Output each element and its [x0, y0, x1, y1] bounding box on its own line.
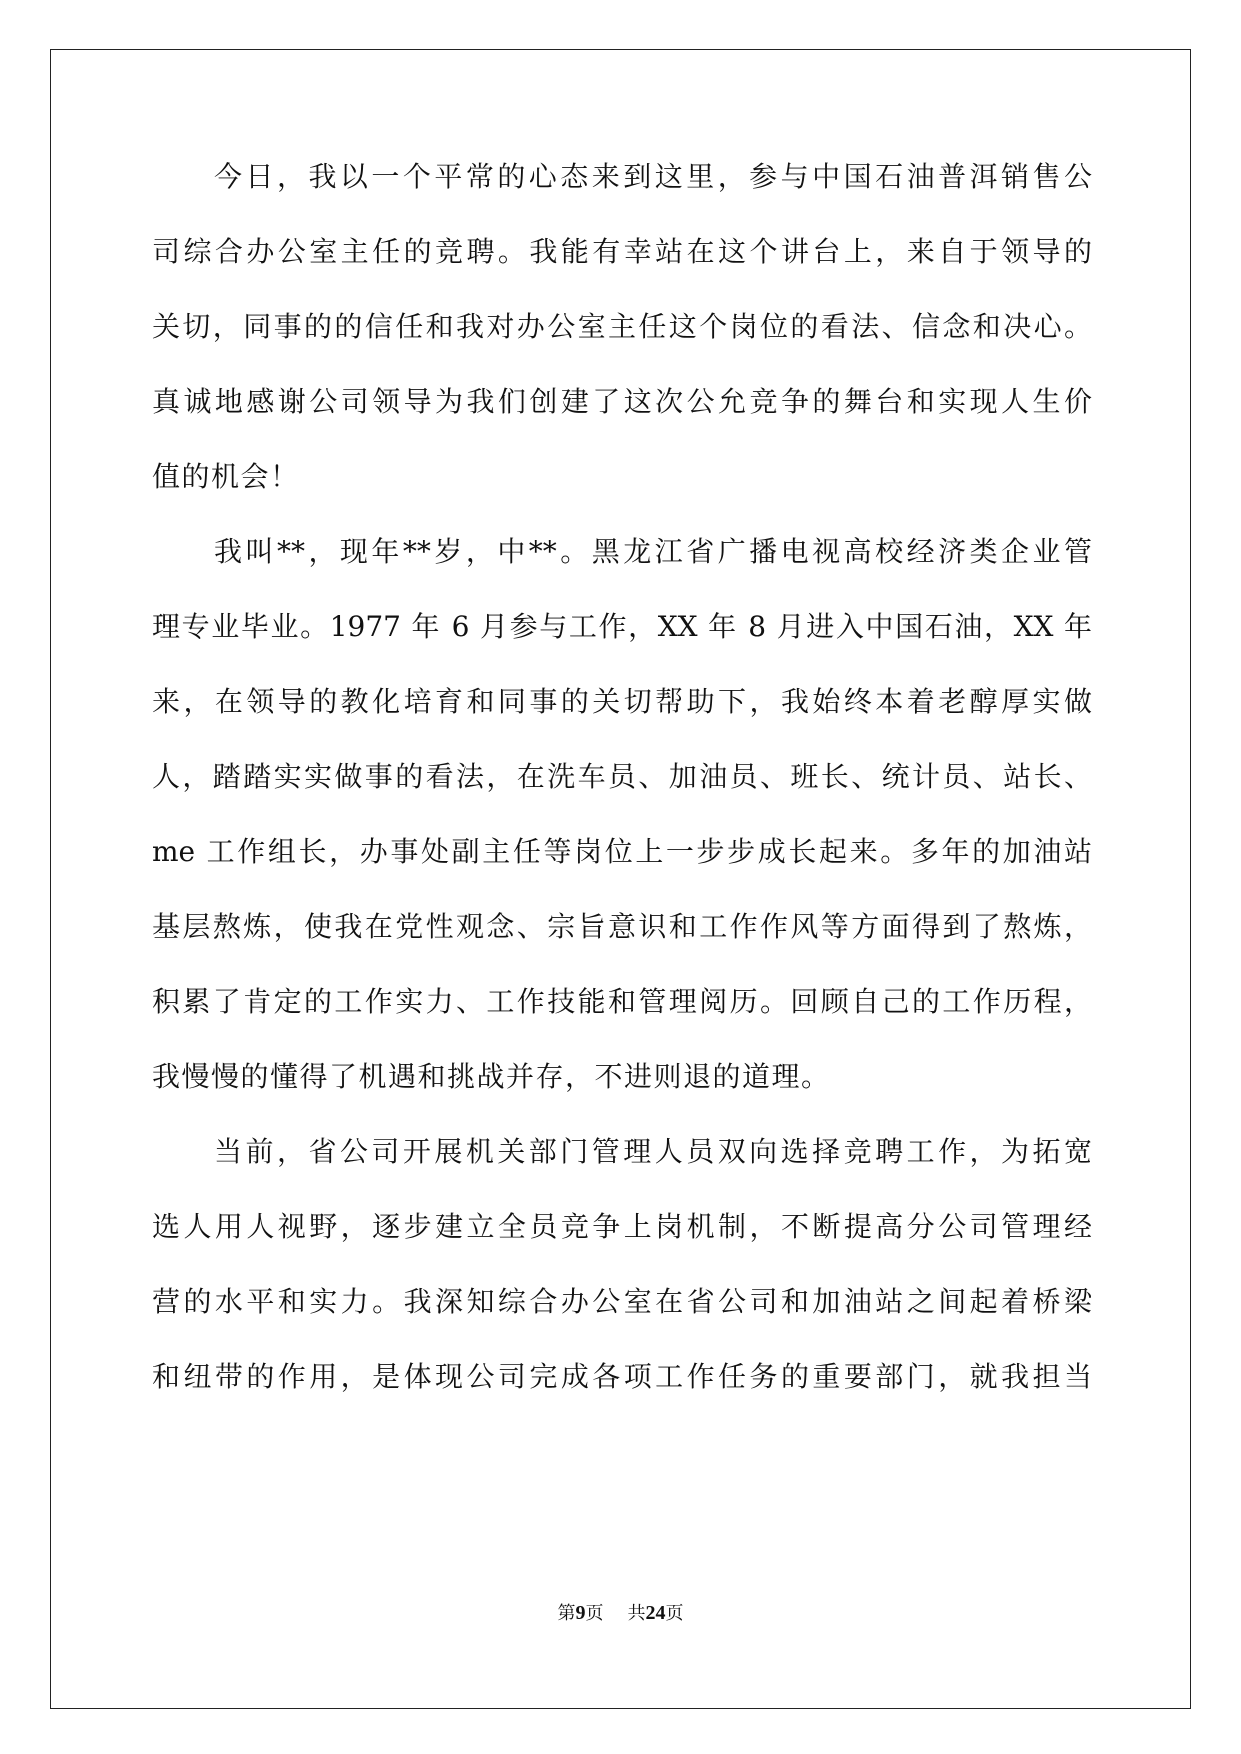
- paragraph-1-line-5: 值的机会！: [152, 460, 300, 493]
- total-pages: 24: [645, 1602, 666, 1624]
- paragraph-2-line-6: 基层熬炼，使我在党性观念、宗旨意识和工作作风等方面得到了熬炼，: [152, 910, 1092, 943]
- paragraph-3-line-1: 当前，省公司开展机关部门管理人员双向选择竞聘工作，为拓宽: [214, 1135, 1092, 1168]
- total-suffix: 页: [665, 1603, 684, 1624]
- paragraph-2-line-8: 我慢慢的懂得了机遇和挑战并存，不进则退的道理。: [152, 1060, 831, 1093]
- page-border: [50, 49, 1191, 1709]
- paragraph-2-line-3: 来，在领导的教化培育和同事的关切帮助下，我始终本着老醇厚实做: [152, 685, 1092, 718]
- page-footer: [0, 1601, 1241, 1626]
- paragraph-1-line-4: 真诚地感谢公司领导为我们创建了这次公允竞争的舞台和实现人生价: [152, 385, 1092, 418]
- paragraph-1-line-1: 今日，我以一个平常的心态来到这里，参与中国石油普洱销售公: [214, 160, 1092, 193]
- paragraph-3-line-3: 营的水平和实力。我深知综合办公室在省公司和加油站之间起着桥梁: [152, 1285, 1092, 1318]
- page-prefix: 第: [557, 1603, 576, 1624]
- paragraph-2-line-1: 我叫**，现年**岁，中**。黑龙江省广播电视高校经济类企业管: [214, 535, 1092, 568]
- paragraph-2-line-4: 人，踏踏实实做事的看法，在洗车员、加油员、班长、统计员、站长、: [152, 760, 1092, 793]
- total-prefix: 共: [627, 1603, 646, 1624]
- page-suffix: 页: [585, 1603, 604, 1624]
- paragraph-2-line-2: 理专业毕业。1977 年 6 月参与工作，XX 年 8 月进入中国石油，XX 年: [152, 610, 1092, 643]
- paragraph-1-line-2: 司综合办公室主任的竞聘。我能有幸站在这个讲台上，来自于领导的: [152, 235, 1092, 268]
- paragraph-3-line-2: 选人用人视野，逐步建立全员竞争上岗机制，不断提高分公司管理经: [152, 1210, 1092, 1243]
- paragraph-2-line-7: 积累了肯定的工作实力、工作技能和管理阅历。回顾自己的工作历程，: [152, 985, 1092, 1018]
- page-number: 9: [575, 1602, 586, 1624]
- paragraph-3-line-4: 和纽带的作用，是体现公司完成各项工作任务的重要部门，就我担当: [152, 1360, 1092, 1393]
- paragraph-1-line-3: 关切，同事的的信任和我对办公室主任这个岗位的看法、信念和决心。: [152, 310, 1092, 343]
- paragraph-2-line-5: me 工作组长，办事处副主任等岗位上一步步成长起来。多年的加油站: [152, 835, 1092, 868]
